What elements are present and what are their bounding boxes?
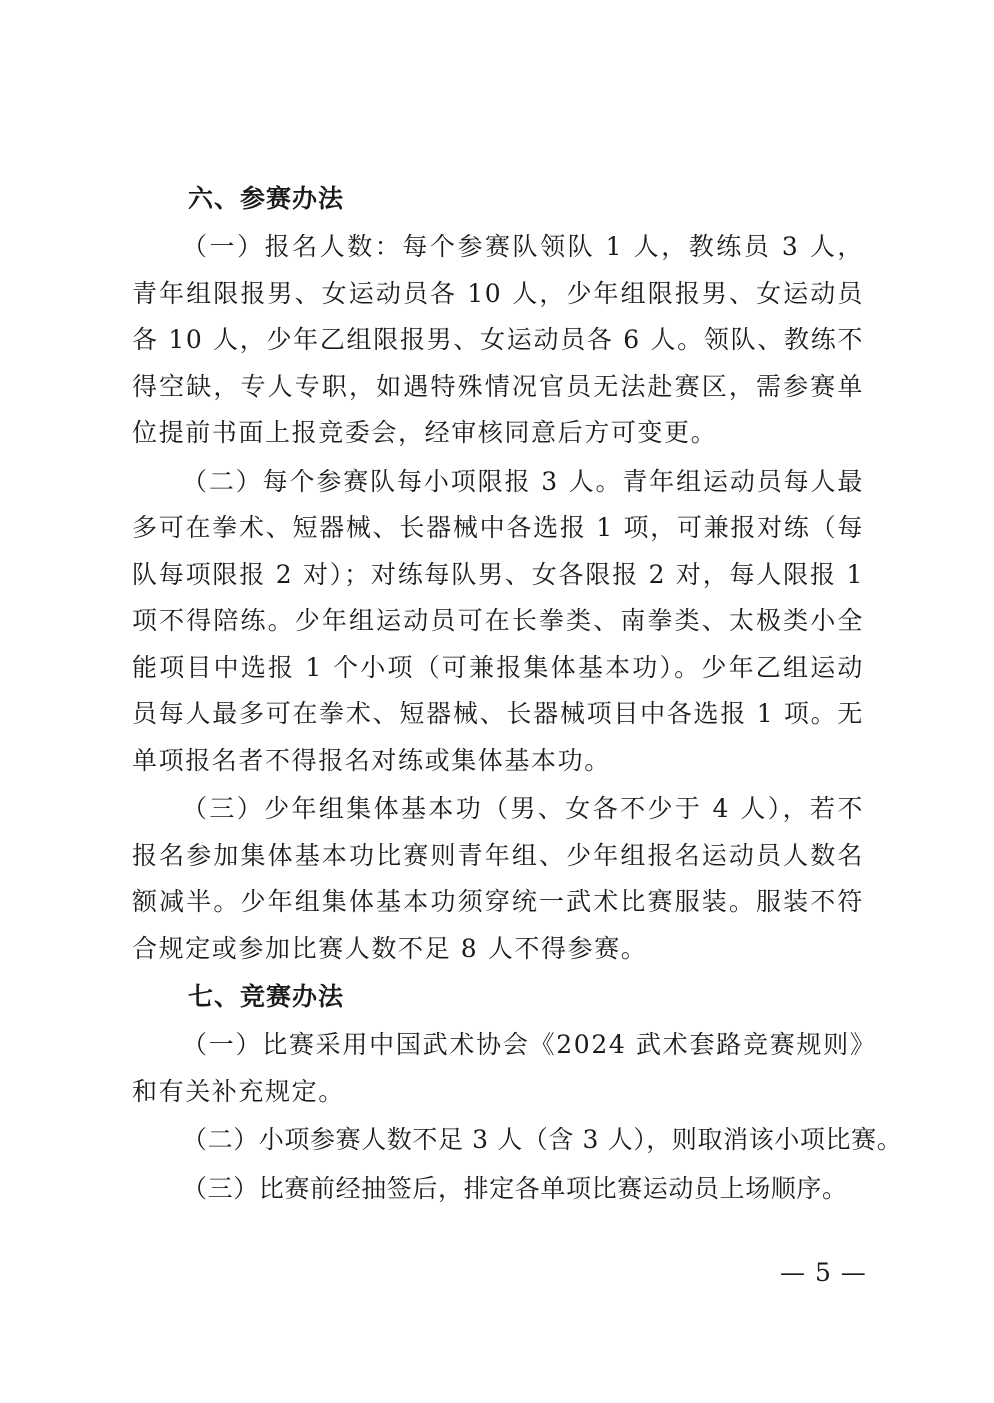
section-heading-participation: 六、参赛办法 [188,184,345,213]
paragraph-rules: （一）比赛采用中国武术协会《2024 武术套路竞赛规则》和有关补充规定。 [132,1030,864,1106]
paragraph-registration-numbers: （一）报名人数：每个参赛队领队 1 人，教练员 3 人，青年组限报男、女运动员各 10 人，少年组限报男、女运动员各 10 人，少年乙组限报男、女运动员各 6 人。领队、教练不得空缺，专人专职，如遇特殊情况官员无法赴赛区，需参赛单位提前书面上报竞委会，经审核同意后方可变更。 [132,232,864,447]
paragraph-cancel-event: （二）小项参赛人数不足 3 人（含 3 人），则取消该小项比赛。 [182,1125,903,1154]
paragraph-group-basics: （三）少年组集体基本功（男、女各不少于 4 人），若不报名参加集体基本功比赛则青年组、少年组报名运动员人数名额减半。少年组集体基本功须穿统一武术比赛服装。服装不符合规定或参加比赛人数不足 8 人不得参赛。 [132,794,864,963]
document-body [132,176,903,1214]
paragraph-draw-order: （三）比赛前经抽签后，排定各单项比赛运动员上场顺序。 [182,1173,848,1203]
section-heading-competition: 七、竞赛办法 [188,982,345,1011]
paragraph-event-entries: （二）每个参赛队每小项限报 3 人。青年组运动员每人最多可在拳术、短器械、长器械中各选报 1 项，可兼报对练（每队每项限报 2 对）；对练每队男、女各限报 2 对，每人限报 1 项不得陪练。少年组运动员可在长拳类、南拳类、太极类小全能项目中选报 1 个小项（可兼报集体基本功）。少年乙组运动员每人最多可在拳术、短器械、长器械项目中各选报 1 项。无单项报名者不得报名对练或集体基本功。 [132,466,864,775]
page-number: — 5 — [780,1258,867,1287]
